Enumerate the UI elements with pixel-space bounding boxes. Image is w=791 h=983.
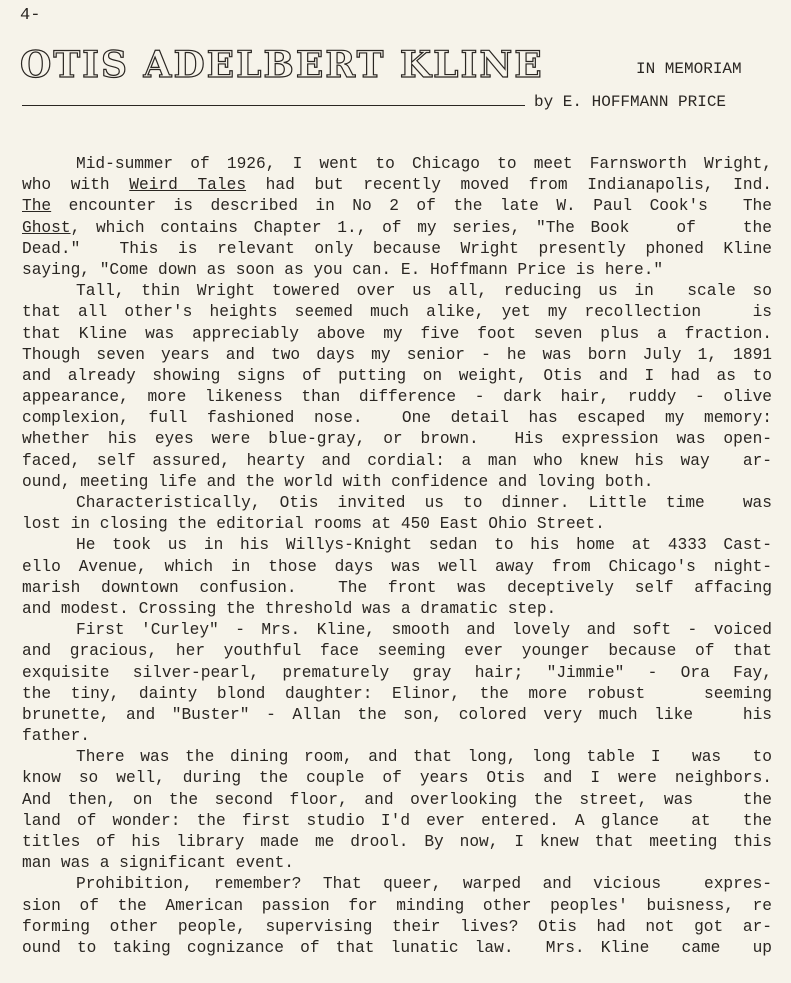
article-title: OTIS ADELBERT KLINE [20, 44, 544, 86]
text-line: whether his eyes were blue-gray, or brown. His expression was open- [22, 430, 772, 449]
text-line: land of wonder: the first studio I'd ever entered. A glance at the [22, 811, 772, 830]
text-line: ound to taking cognizance of that lunatic law. Mrs. Kline came up [22, 938, 772, 957]
text-line: Characteristically, Otis invited us to dinner. Little time was [76, 494, 772, 512]
underlined-title: Ghost [22, 218, 71, 237]
text-line: And then, on the second floor, and overlooking the street, was the [22, 790, 772, 809]
text-line: saying, "Come down as soon as you can. E. Hoffmann Price is here." [22, 260, 664, 279]
text-line: that Kline was appreciably above my five foot seven plus a fraction. [22, 324, 772, 343]
page-number: 4- [20, 6, 41, 25]
text-line: marish downtown confusion. The front was deceptively self affacing [22, 578, 772, 597]
text-line: He took us in his Willys-Knight sedan to his home at 4333 Cast- [76, 536, 772, 555]
article-body [22, 154, 772, 959]
text-line: know so well, during the couple of years Otis and I were neighbors. [22, 769, 772, 788]
underlined-title: The [22, 197, 52, 216]
text-line: titles of his library made me drool. By now, I knew that meeting this [22, 833, 772, 851]
text-line: complexion, full fashioned nose. One detail has escaped my memory: [22, 409, 772, 428]
text-line: faced, self assured, hearty and cordial: a man who knew his way ar- [22, 451, 772, 470]
text-line: lost in closing the editorial rooms at 450 East Ohio Street. [22, 515, 605, 534]
text-line: exquisite silver-pearl, prematurely gray hair; "Jimmie" - Ora Fay, [22, 663, 772, 682]
text-line: and modest. Crossing the threshold was a dramatic step. [22, 599, 557, 618]
text-line: First 'Curley" - Mrs. Kline, smooth and lovely and soft - voiced [76, 621, 772, 640]
text-line: the tiny, dainty blond daughter: Elinor, the more robust seeming [22, 684, 772, 703]
memoriam-label: IN MEMORIAM [636, 60, 742, 78]
text-line: that all other's heights seemed much alike, yet my recollection is [22, 303, 772, 322]
title-rule [22, 105, 525, 106]
text-line: and already showing signs of putting on weight, Otis and I had as to [22, 366, 772, 385]
text-line: father. [22, 727, 90, 746]
text-line: There was the dining room, and that long, long table I was to [76, 748, 772, 767]
text-line: Prohibition, remember? That queer, warped and vicious expres- [76, 875, 772, 894]
text-line: Ghost, which contains Chapter 1., of my series, "The Book of the [22, 218, 772, 237]
text-line: The encounter is described in No 2 of the late W. Paul Cook's The [22, 197, 772, 216]
text-line: man was a significant event. [22, 854, 294, 873]
text-line: sion of the American passion for minding other peoples' buisness, re [22, 896, 772, 915]
text-line: Though seven years and two days my senior - he was born July 1, 1891 [22, 345, 772, 364]
text-line: ello Avenue, which in those days was well away from Chicago's night- [22, 557, 772, 576]
text-line: who with Weird Tales had but recently moved from Indianapolis, Ind. [22, 176, 772, 195]
byline: by E. HOFFMANN PRICE [534, 93, 727, 111]
text-line: appearance, more likeness than difference - dark hair, ruddy - olive [22, 388, 772, 407]
text-line: Dead." This is relevant only because Wright presently phoned Kline [22, 239, 772, 258]
text-line: and gracious, her youthful face seeming ever younger because of that [22, 642, 772, 661]
text-line: Tall, thin Wright towered over us all, reducing us in scale so [76, 282, 772, 301]
text-line: forming other people, supervising their lives? Otis had not got ar- [22, 917, 772, 936]
text-line: ound, meeting life and the world with confidence and loving both. [22, 472, 654, 491]
underlined-title: Weird Tales [129, 176, 247, 195]
text-line: brunette, and "Buster" - Allan the son, colored very much like his [22, 705, 772, 724]
text-line: Mid-summer of 1926, I went to Chicago to meet Farnsworth Wright, [76, 155, 772, 173]
